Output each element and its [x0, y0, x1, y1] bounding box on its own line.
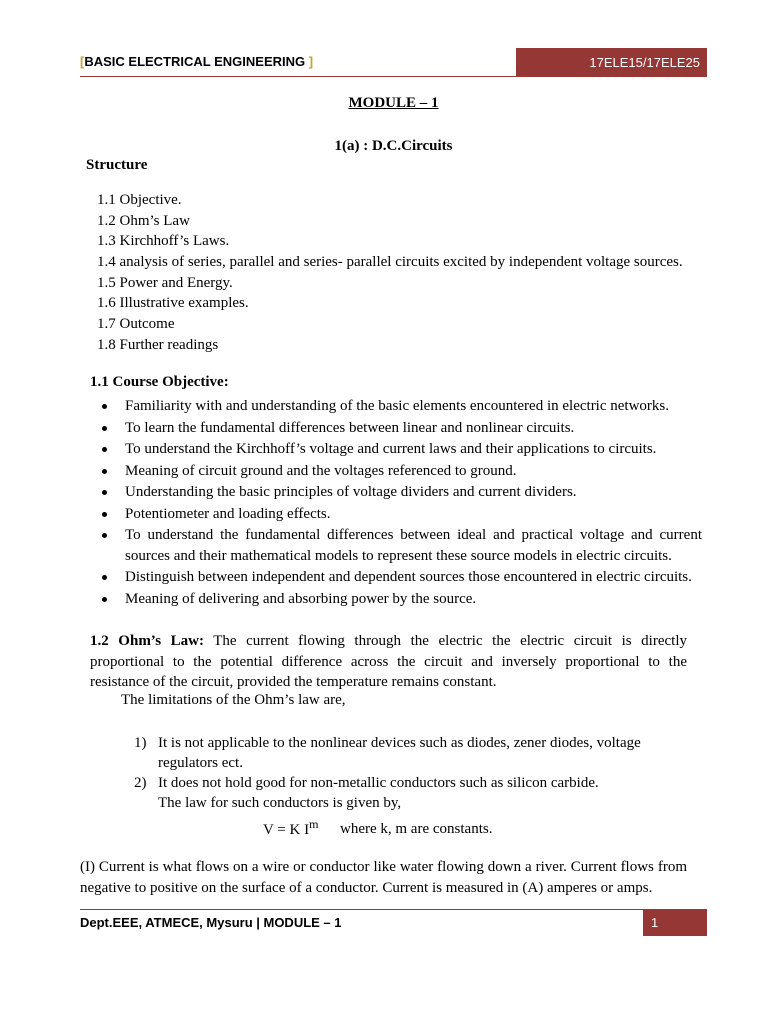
structure-item: 1.5 Power and Energy. [97, 274, 233, 291]
header-title-text: BASIC ELECTRICAL ENGINEERING [84, 54, 306, 69]
law-given-text: The law for such conductors is given by, [158, 795, 402, 811]
objective-item: Potentiometer and loading effects. [102, 504, 702, 525]
objective-item: Meaning of circuit ground and the voltages referenced to ground. [102, 461, 702, 482]
footer-text: Dept.EEE, ATMECE, Mysuru | MODULE – 1 [80, 915, 342, 930]
footer-divider [80, 909, 707, 910]
formula: V = K $I^m$ [263, 817, 319, 838]
objective-item: Familiarity with and understanding of the basic elements encountered in electric networks. [102, 396, 702, 417]
bullet-icon [102, 404, 107, 409]
limitation-item: 1) It is not applicable to the nonlinear devices such as diodes, zener diodes, voltage regulators ect. [134, 735, 641, 771]
formula-note: where k, m are constants. [340, 821, 493, 837]
objective-item: Distinguish between independent and dependent sources those encountered in electric circuits. [102, 567, 702, 588]
objective-item: To understand the Kirchhoff’s voltage and current laws and their applications to circuits. [102, 439, 702, 460]
ohm-limitations-intro: The limitations of the Ohm’s law are, [121, 692, 346, 708]
structure-list [97, 190, 683, 356]
current-paragraph: (I) Current is what flows on a wire or conductor like water flowing down a river. Current flows from negative to positive on the surface of a conductor. Current is measured in (A) amperes or amps. [80, 859, 687, 896]
objective-item: To understand the fundamental differences between ideal and practical voltage and current sources and their mathematical models to represent these source models in electric circuits. [102, 525, 702, 566]
structure-item: 1.6 Illustrative examples. [97, 295, 249, 312]
bullet-icon [102, 426, 107, 431]
bullet-icon [102, 447, 107, 452]
bullet-icon [102, 512, 107, 517]
limitation-item: 2) It does not hold good for non-metallic conductors such as silicon carbide. [134, 775, 599, 791]
objective-item: Understanding the basic principles of voltage dividers and current dividers. [102, 482, 702, 503]
header-bracket-close: ] [308, 54, 314, 69]
formula-exponent: m [309, 817, 319, 831]
objective-list [102, 396, 702, 610]
header-divider [80, 76, 707, 77]
header-bracket-open: [ [80, 54, 85, 69]
bullet-icon [102, 490, 107, 495]
objective-heading: 1.1 Course Objective: [90, 374, 229, 390]
structure-item: 1.3 Kirchhoff’s Laws. [97, 233, 230, 250]
bullet-icon [102, 575, 107, 580]
bullet-icon [102, 533, 107, 538]
header-title [80, 54, 313, 69]
structure-heading: Structure [86, 157, 148, 173]
structure-item: 1.1 Objective. [97, 192, 182, 208]
structure-item: 1.7 Outcome [97, 316, 175, 333]
page-number: 1 [651, 915, 659, 930]
objective-item: Meaning of delivering and absorbing power by the source. [102, 589, 702, 610]
structure-item: 1.2 Ohm’s Law [97, 212, 190, 229]
ohm-law-paragraph [90, 631, 687, 693]
objective-item: To learn the fundamental differences between linear and nonlinear circuits. [102, 418, 702, 439]
limitations-list [134, 733, 654, 793]
module-title: MODULE – 1 [348, 95, 439, 111]
ohm-law-heading: 1.2 Ohm’s Law: [90, 633, 204, 649]
structure-item: 1.8 Further readings [97, 336, 219, 353]
structure-item: 1.4 analysis of series, parallel and series- parallel circuits excited by independent voltage sources. [97, 254, 683, 271]
header-course-code: 17ELE15/17ELE25 [589, 55, 700, 70]
ohm-law-text: The current flowing through the electric the electric circuit is directly proportional to the potential difference across the circuit and inversely proportional to the resistance of the circuit, provided the temperature remains constant. [90, 633, 687, 690]
section-subtitle: 1(a) : D.C.Circuits [334, 138, 453, 154]
bullet-icon [102, 469, 107, 474]
bullet-icon [102, 597, 107, 602]
